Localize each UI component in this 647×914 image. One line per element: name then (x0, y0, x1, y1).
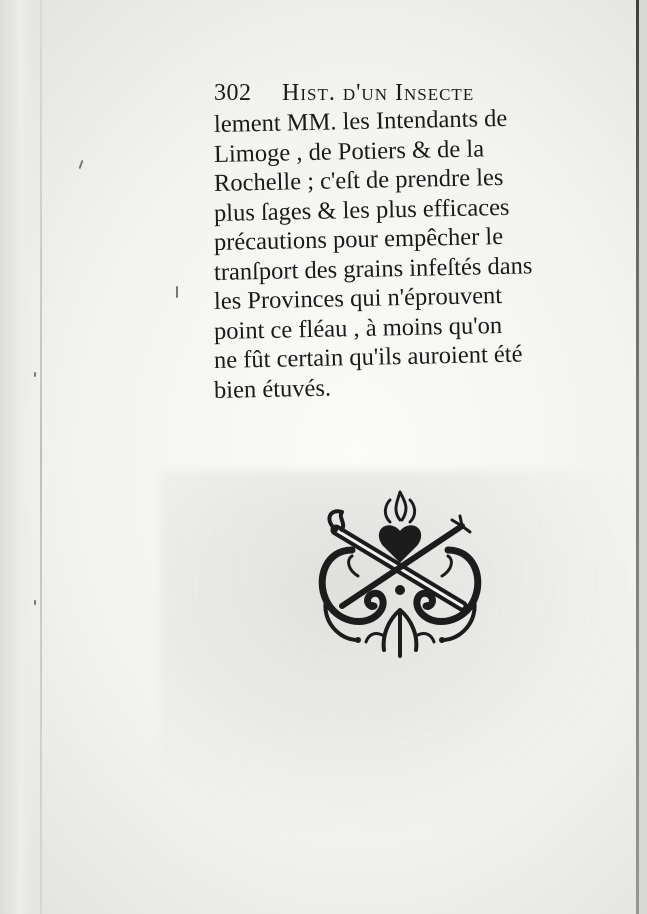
text-line: point ce fléau , à moins qu'on (213, 311, 503, 345)
body-text (213, 104, 614, 405)
text-line: ne fût certain qu'ils auroient été (213, 340, 523, 374)
text-line: Limoge , de Potiers & de la (213, 134, 485, 168)
text-line: précautions pour empêcher le (213, 222, 504, 256)
page-number: 302 (214, 80, 252, 106)
text-line: plus ſages & les plus efficaces (213, 193, 510, 227)
gutter-shadow (0, 0, 34, 914)
text-line: les Provinces qui n'éprouvent (213, 281, 503, 315)
page-fold-line (40, 0, 42, 914)
text-line: Rochelle ; c'eſt de prendre les (213, 163, 504, 197)
page-edge-line (636, 0, 639, 914)
page-edge-band (639, 0, 647, 914)
text-line: tranſport des grains infeſtés dans (213, 251, 533, 286)
paper-speck (34, 372, 36, 377)
fleuron-ornament-icon (312, 490, 488, 660)
text-line: bien étuvés. (213, 374, 332, 404)
paper-speck (34, 600, 36, 605)
paper-speck (176, 286, 178, 298)
text-line: lement MM. les Intendants de (213, 104, 508, 138)
paper-speck (79, 160, 84, 169)
running-head: Hist. d'un Insecte (282, 80, 475, 106)
